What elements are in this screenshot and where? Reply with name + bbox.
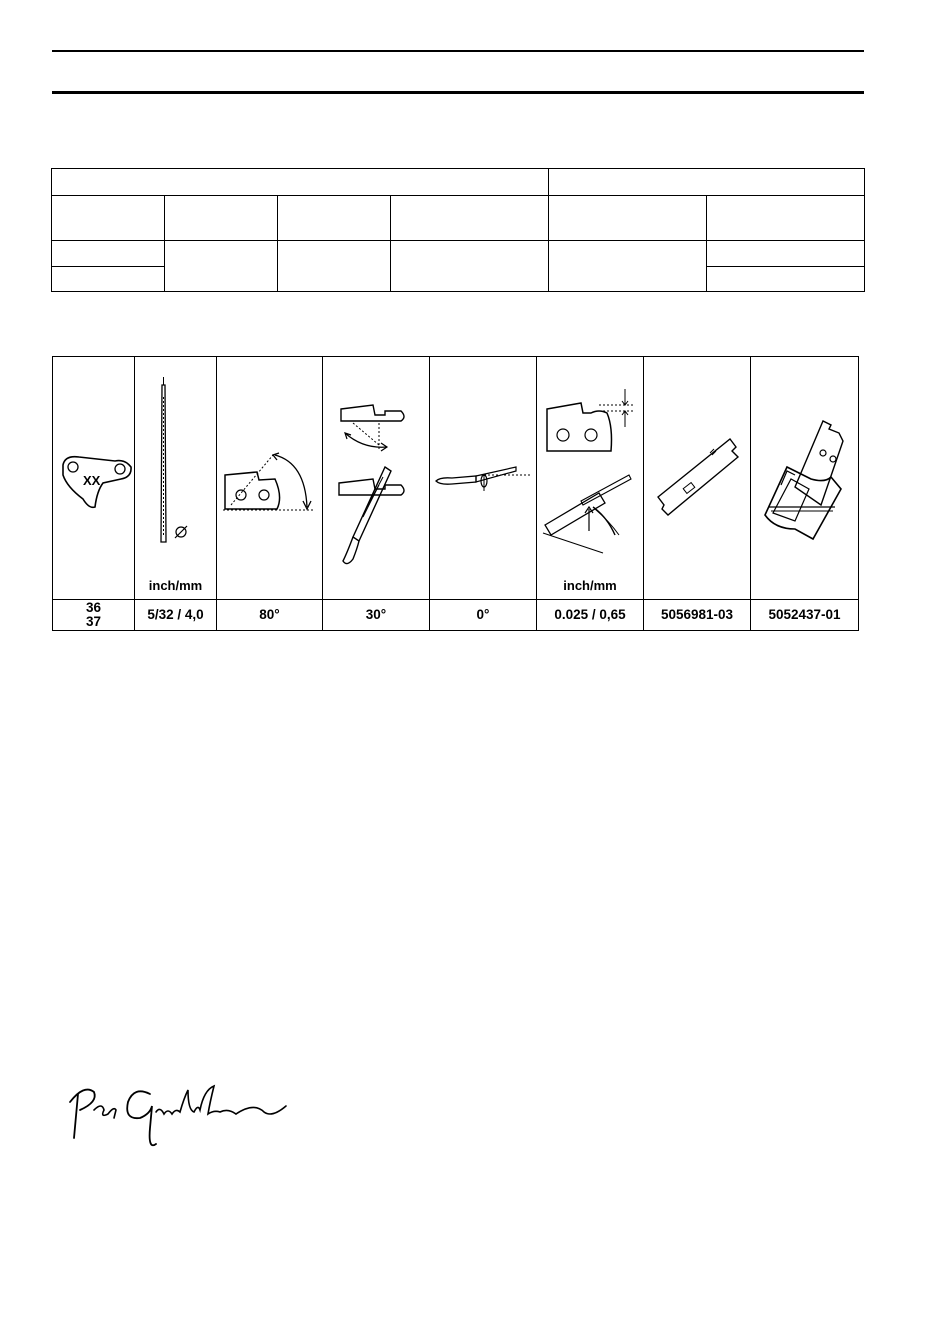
top-angle-value: 80°	[217, 600, 323, 631]
cutter-numbers-value	[53, 600, 135, 631]
file-diameter-cell	[135, 357, 217, 600]
depth-gauge-cell	[537, 357, 644, 600]
top-angle-icon	[217, 357, 323, 599]
spec-cell	[549, 241, 707, 292]
depth-gauge-unit: inch/mm	[563, 578, 617, 593]
spec-group-header-right	[549, 169, 865, 196]
spec-col-header	[549, 196, 707, 241]
file-tilt-value: 0°	[430, 600, 537, 631]
depth-gauge-value: 0.025 / 0,65	[537, 600, 644, 631]
sharpening-table	[52, 356, 858, 629]
spec-cell	[165, 241, 278, 292]
file-holder-icon	[751, 357, 859, 599]
spec-col-header	[165, 196, 278, 241]
spec-group-header-left	[52, 169, 549, 196]
file-diameter-value: 5/32 / 4,0	[135, 600, 217, 631]
header-rule-top	[52, 50, 864, 52]
file-holder-part-value: 5052437-01	[751, 600, 859, 631]
spec-cell	[391, 241, 549, 292]
file-diameter-unit: inch/mm	[148, 578, 203, 593]
file-holder-cell	[751, 357, 859, 600]
round-file-icon	[135, 357, 217, 599]
file-gauge-part-value: 5056981-03	[644, 600, 751, 631]
top-angle-cell	[217, 357, 323, 600]
cutter-tooth-icon	[53, 357, 135, 599]
spec-col-header	[707, 196, 865, 241]
depth-gauge-icon	[537, 357, 644, 599]
spec-table	[51, 168, 865, 292]
spec-col-header	[278, 196, 391, 241]
spec-cell	[278, 241, 391, 292]
file-gauge-icon	[644, 357, 751, 599]
cutter-tooth-cell	[53, 357, 135, 600]
cutter-number-2: 37	[85, 614, 102, 629]
spec-cell	[52, 241, 165, 267]
file-tilt-icon	[430, 357, 537, 599]
spec-col-header	[391, 196, 549, 241]
side-angle-value: 30°	[323, 600, 430, 631]
file-tilt-cell	[430, 357, 537, 600]
spec-cell	[52, 267, 165, 292]
file-gauge-cell	[644, 357, 751, 600]
side-angle-cell	[323, 357, 430, 600]
spec-cell	[707, 241, 865, 267]
cutter-number-1: 36	[85, 600, 102, 615]
spec-col-header	[52, 196, 165, 241]
header-rule-bottom	[52, 91, 864, 94]
signature	[64, 1080, 294, 1160]
cutter-mark-label: XX	[83, 473, 101, 488]
side-angle-icon	[323, 357, 430, 599]
spec-cell	[707, 267, 865, 292]
